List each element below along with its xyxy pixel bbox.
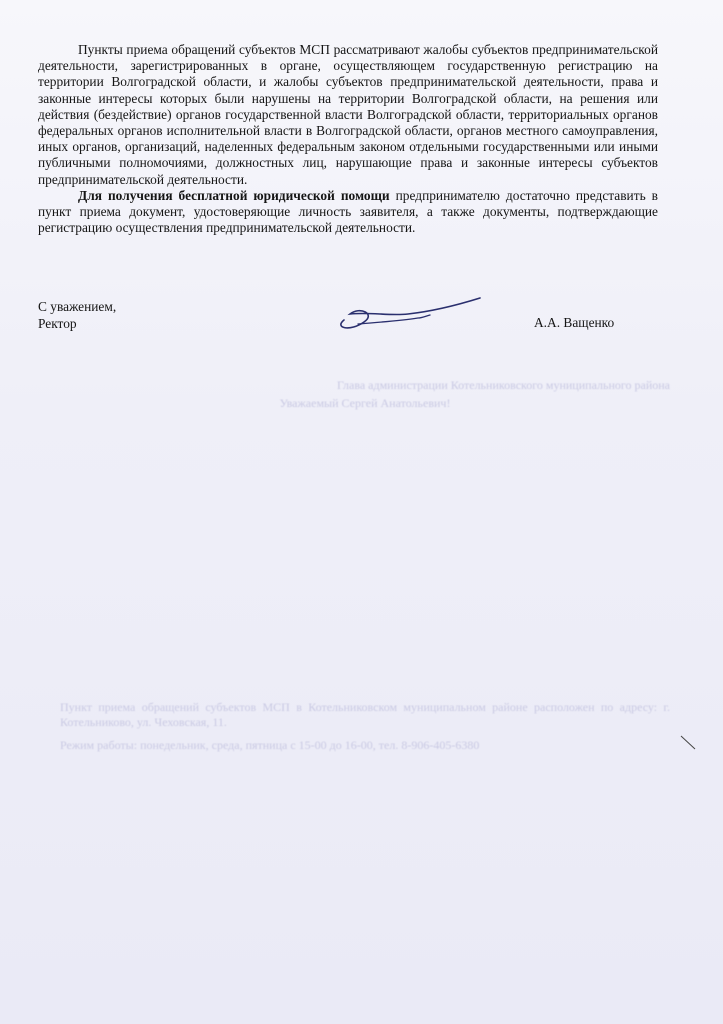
- bleed-through-text: Пункт приема обращений субъектов МСП в Котельниковском муниципальном районе расположен по адресу: г. Котельниково, ул. Чеховская, 11.: [60, 700, 670, 729]
- signer-title: Ректор: [38, 316, 77, 331]
- signer-name: А.А. Ващенко: [534, 315, 615, 330]
- handwritten-signature: [330, 294, 490, 338]
- pen-mark: [680, 735, 696, 751]
- bleed-through-text: Уважаемый Сергей Анатольевич!: [279, 396, 451, 410]
- closing-phrase: С уважением,: [38, 299, 117, 314]
- legal-help-text: предпринимателю достаточно представить в пункт приема документ, удостоверяющие личность заявителя, а также документы, подтверждающие регистрацию осуществления предпринимательской деятельности.: [38, 187, 658, 236]
- closing-block: [38, 298, 116, 332]
- paragraph-complaints: Пункты приема обращений субъектов МСП рассматривают жалобы субъектов предпринимательской деятельности, зарегистрированных в органе, осуществляющем государственную регистрацию на территории Волгоградской области, и жалобы субъектов предпринимательской деятельности, права и законные интересы которых были нарушены на территории Волгоградской области, на решения или действия (бездействие) органов государственной власти Волгоградской области, территориальных органов федеральных органов исполнительной власти в Волгоградской области, органов местного самоуправления, иных органов, организаций, наделенных федеральным законом отдельными государственными или иными публичными полномочиями, должностных лиц, нарушающие права и законные интересы субъектов предпринимательской деятельности.: [38, 42, 658, 187]
- letter-body: [38, 42, 658, 236]
- paragraph-legal-help: [38, 188, 658, 237]
- bleed-through-text: Режим работы: понедельник, среда, пятница с 15-00 до 16-00, тел. 8-906-405-6380: [60, 738, 480, 752]
- legal-help-emphasis: Для получения бесплатной юридической помощи: [78, 187, 390, 203]
- bleed-through-text: Глава администрации Котельниковского муниципального района: [336, 378, 670, 392]
